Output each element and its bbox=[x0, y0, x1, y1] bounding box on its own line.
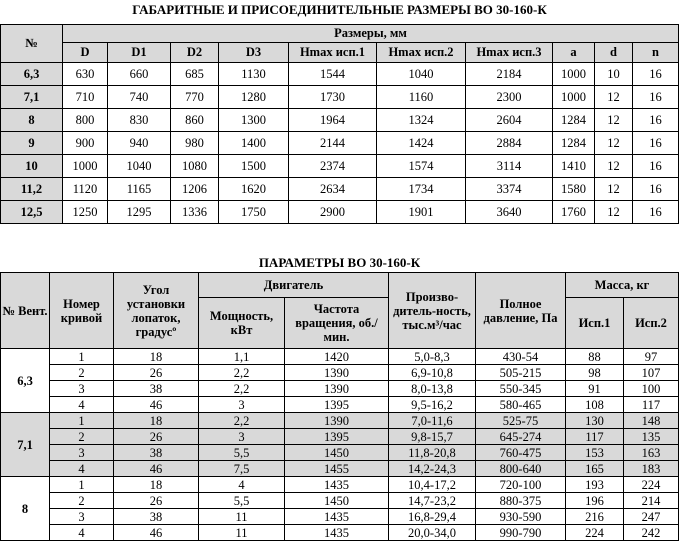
table-row bbox=[1, 178, 679, 201]
table-cell: 1120 bbox=[63, 178, 108, 201]
table-cell: 800-640 bbox=[476, 461, 566, 477]
table-cell: 1390 bbox=[285, 365, 389, 381]
table-cell: 2184 bbox=[466, 63, 553, 86]
table-cell: 1390 bbox=[285, 381, 389, 397]
table-cell: 163 bbox=[624, 445, 679, 461]
table-cell: 1,1 bbox=[199, 349, 285, 365]
engine-header: Двигатель bbox=[199, 273, 389, 298]
speed-header: Частота вращения, об./мин. bbox=[285, 298, 389, 349]
table-row bbox=[1, 477, 679, 493]
table-cell: 242 bbox=[624, 525, 679, 541]
table-cell: 4 bbox=[50, 461, 114, 477]
table-cell: 46 bbox=[114, 525, 199, 541]
table-row bbox=[1, 381, 679, 397]
table-cell: 20,0-34,0 bbox=[389, 525, 476, 541]
row-header: 9 bbox=[1, 132, 63, 155]
table-cell: 3 bbox=[50, 381, 114, 397]
column-header: n bbox=[633, 43, 679, 63]
table-cell: 980 bbox=[171, 132, 219, 155]
table-cell: 1080 bbox=[171, 155, 219, 178]
header-row bbox=[1, 43, 679, 63]
row-header: 11,2 bbox=[1, 178, 63, 201]
table-cell: 14,7-23,2 bbox=[389, 493, 476, 509]
header-row bbox=[1, 25, 679, 43]
table-row bbox=[1, 413, 679, 429]
isp1-header: Исп.1 bbox=[566, 298, 624, 349]
table-cell: 11 bbox=[199, 509, 285, 525]
table-cell: 12 bbox=[595, 86, 633, 109]
table-cell: 12 bbox=[595, 109, 633, 132]
table-cell: 4 bbox=[50, 397, 114, 413]
table-cell: 760-475 bbox=[476, 445, 566, 461]
vent-number: 7,1 bbox=[1, 413, 50, 477]
table-cell: 1250 bbox=[63, 201, 108, 224]
column-header: Hmax исп.1 bbox=[289, 43, 377, 63]
table-cell: 16 bbox=[633, 132, 679, 155]
table-cell: 108 bbox=[566, 397, 624, 413]
table-row bbox=[1, 132, 679, 155]
table-cell: 214 bbox=[624, 493, 679, 509]
table-cell: 2 bbox=[50, 365, 114, 381]
table-cell: 1000 bbox=[553, 86, 595, 109]
table-row bbox=[1, 349, 679, 365]
column-header: Hmax исп.3 bbox=[466, 43, 553, 63]
table-cell: 1130 bbox=[219, 63, 289, 86]
table-cell: 7,5 bbox=[199, 461, 285, 477]
table-cell: 38 bbox=[114, 445, 199, 461]
table-cell: 46 bbox=[114, 397, 199, 413]
table-cell: 117 bbox=[566, 429, 624, 445]
table-cell: 3 bbox=[50, 445, 114, 461]
table-cell: 1750 bbox=[219, 201, 289, 224]
table-cell: 216 bbox=[566, 509, 624, 525]
table-cell: 525-75 bbox=[476, 413, 566, 429]
table-cell: 1435 bbox=[285, 509, 389, 525]
table-cell: 1040 bbox=[108, 155, 171, 178]
table-cell: 26 bbox=[114, 365, 199, 381]
table-cell: 1280 bbox=[219, 86, 289, 109]
table-cell: 91 bbox=[566, 381, 624, 397]
row-header: 12,5 bbox=[1, 201, 63, 224]
table-cell: 38 bbox=[114, 509, 199, 525]
table-cell: 5,5 bbox=[199, 445, 285, 461]
parameters-table-title: ПАРАМЕТРЫ ВО 30-160-К bbox=[258, 255, 421, 270]
table-row bbox=[1, 201, 679, 224]
table-cell: 1000 bbox=[553, 63, 595, 86]
parameters-table bbox=[0, 272, 679, 541]
column-header: D bbox=[63, 43, 108, 63]
table-cell: 505-215 bbox=[476, 365, 566, 381]
table-cell: 1964 bbox=[289, 109, 377, 132]
table-cell: 940 bbox=[108, 132, 171, 155]
table-cell: 247 bbox=[624, 509, 679, 525]
vent-header: № Вент. bbox=[1, 273, 50, 349]
table-cell: 1 bbox=[50, 349, 114, 365]
table-cell: 1455 bbox=[285, 461, 389, 477]
table-cell: 2900 bbox=[289, 201, 377, 224]
table-cell: 1 bbox=[50, 413, 114, 429]
table-cell: 1435 bbox=[285, 477, 389, 493]
table-cell: 38 bbox=[114, 381, 199, 397]
table-cell: 1734 bbox=[377, 178, 466, 201]
table-cell: 1544 bbox=[289, 63, 377, 86]
table-cell: 1435 bbox=[285, 525, 389, 541]
table-cell: 720-100 bbox=[476, 477, 566, 493]
table-cell: 1040 bbox=[377, 63, 466, 86]
table-cell: 1284 bbox=[553, 132, 595, 155]
table-cell: 196 bbox=[566, 493, 624, 509]
table-row bbox=[1, 63, 679, 86]
table-cell: 16 bbox=[633, 201, 679, 224]
table-cell: 990-790 bbox=[476, 525, 566, 541]
column-header: D1 bbox=[108, 43, 171, 63]
table-cell: 4 bbox=[50, 525, 114, 541]
table-cell: 900 bbox=[63, 132, 108, 155]
table-cell: 12 bbox=[595, 201, 633, 224]
table-cell: 3 bbox=[199, 429, 285, 445]
table-cell: 107 bbox=[624, 365, 679, 381]
table-cell: 165 bbox=[566, 461, 624, 477]
table-cell: 12 bbox=[595, 178, 633, 201]
table-cell: 26 bbox=[114, 429, 199, 445]
table-cell: 18 bbox=[114, 349, 199, 365]
column-header: a bbox=[553, 43, 595, 63]
pressure-header: Полное давление, Па bbox=[476, 273, 566, 349]
column-header: d bbox=[595, 43, 633, 63]
table-cell: 4 bbox=[199, 477, 285, 493]
table-cell: 2634 bbox=[289, 178, 377, 201]
table-cell: 16,8-29,4 bbox=[389, 509, 476, 525]
table-cell: 148 bbox=[624, 413, 679, 429]
table-cell: 1390 bbox=[285, 413, 389, 429]
table-cell: 16 bbox=[633, 155, 679, 178]
table-cell: 224 bbox=[624, 477, 679, 493]
table-cell: 1000 bbox=[63, 155, 108, 178]
table-cell: 11,8-20,8 bbox=[389, 445, 476, 461]
table-cell: 2,2 bbox=[199, 413, 285, 429]
table-cell: 5,0-8,3 bbox=[389, 349, 476, 365]
table-cell: 1395 bbox=[285, 397, 389, 413]
table-row bbox=[1, 461, 679, 477]
table-cell: 1400 bbox=[219, 132, 289, 155]
table-row bbox=[1, 525, 679, 541]
vent-number: 6,3 bbox=[1, 349, 50, 413]
table-cell: 930-590 bbox=[476, 509, 566, 525]
table-cell: 18 bbox=[114, 477, 199, 493]
table-cell: 117 bbox=[624, 397, 679, 413]
table-cell: 860 bbox=[171, 109, 219, 132]
table-cell: 1206 bbox=[171, 178, 219, 201]
table-cell: 153 bbox=[566, 445, 624, 461]
table-cell: 1760 bbox=[553, 201, 595, 224]
table-cell: 1 bbox=[50, 477, 114, 493]
vent-number: 8 bbox=[1, 477, 50, 541]
angle-header: Угол установки лопаток, градусº bbox=[114, 273, 199, 349]
table-cell: 1450 bbox=[285, 493, 389, 509]
table-row bbox=[1, 155, 679, 178]
table-cell: 46 bbox=[114, 461, 199, 477]
table-cell: 88 bbox=[566, 349, 624, 365]
isp2-header: Исп.2 bbox=[624, 298, 679, 349]
table-row bbox=[1, 397, 679, 413]
mass-header: Масса, кг bbox=[566, 273, 679, 298]
row-header: 7,1 bbox=[1, 86, 63, 109]
table-cell: 11 bbox=[199, 525, 285, 541]
table-cell: 16 bbox=[633, 63, 679, 86]
table-cell: 10 bbox=[595, 63, 633, 86]
column-header: D2 bbox=[171, 43, 219, 63]
table-cell: 183 bbox=[624, 461, 679, 477]
table-cell: 1160 bbox=[377, 86, 466, 109]
table-cell: 12 bbox=[595, 155, 633, 178]
table-cell: 9,8-15,7 bbox=[389, 429, 476, 445]
table-cell: 97 bbox=[624, 349, 679, 365]
table-cell: 1500 bbox=[219, 155, 289, 178]
table-cell: 2,2 bbox=[199, 381, 285, 397]
table-cell: 26 bbox=[114, 493, 199, 509]
table-cell: 135 bbox=[624, 429, 679, 445]
table-cell: 3 bbox=[199, 397, 285, 413]
table-row bbox=[1, 365, 679, 381]
table-cell: 1730 bbox=[289, 86, 377, 109]
group-header: Размеры, мм bbox=[63, 25, 679, 43]
table-cell: 3114 bbox=[466, 155, 553, 178]
dimensions-table-title: ГАБАРИТНЫЕ И ПРИСОЕДИНИТЕЛЬНЫЕ РАЗМЕРЫ ВО 30-160-К bbox=[132, 2, 547, 17]
table-cell: 1324 bbox=[377, 109, 466, 132]
table-row bbox=[1, 86, 679, 109]
table-cell: 7,0-11,6 bbox=[389, 413, 476, 429]
table-cell: 800 bbox=[63, 109, 108, 132]
table-cell: 14,2-24,3 bbox=[389, 461, 476, 477]
table-cell: 8,0-13,8 bbox=[389, 381, 476, 397]
table-cell: 1574 bbox=[377, 155, 466, 178]
table-cell: 2374 bbox=[289, 155, 377, 178]
table-row bbox=[1, 445, 679, 461]
table-cell: 1295 bbox=[108, 201, 171, 224]
table-cell: 1410 bbox=[553, 155, 595, 178]
table-cell: 2,2 bbox=[199, 365, 285, 381]
column-header: D3 bbox=[219, 43, 289, 63]
table-cell: 1395 bbox=[285, 429, 389, 445]
table-cell: 9,5-16,2 bbox=[389, 397, 476, 413]
table-cell: 16 bbox=[633, 109, 679, 132]
table-row bbox=[1, 429, 679, 445]
table-cell: 98 bbox=[566, 365, 624, 381]
table-cell: 645-274 bbox=[476, 429, 566, 445]
table-row bbox=[1, 109, 679, 132]
table-cell: 550-345 bbox=[476, 381, 566, 397]
table-cell: 830 bbox=[108, 109, 171, 132]
table-cell: 193 bbox=[566, 477, 624, 493]
table-cell: 100 bbox=[624, 381, 679, 397]
table-cell: 2144 bbox=[289, 132, 377, 155]
row-header: 8 bbox=[1, 109, 63, 132]
table-cell: 1300 bbox=[219, 109, 289, 132]
table-cell: 1580 bbox=[553, 178, 595, 201]
table-cell: 770 bbox=[171, 86, 219, 109]
table-cell: 1424 bbox=[377, 132, 466, 155]
table-cell: 580-465 bbox=[476, 397, 566, 413]
table-cell: 1420 bbox=[285, 349, 389, 365]
table-cell: 660 bbox=[108, 63, 171, 86]
table-cell: 1336 bbox=[171, 201, 219, 224]
table-cell: 130 bbox=[566, 413, 624, 429]
dimensions-table bbox=[0, 24, 679, 224]
table-row bbox=[1, 493, 679, 509]
capacity-header: Произво-дитель-ность, тыс.м³/час bbox=[389, 273, 476, 349]
table-cell: 3374 bbox=[466, 178, 553, 201]
table-cell: 16 bbox=[633, 86, 679, 109]
table-cell: 2 bbox=[50, 493, 114, 509]
header-row bbox=[1, 273, 679, 298]
table-cell: 2884 bbox=[466, 132, 553, 155]
table-cell: 880-375 bbox=[476, 493, 566, 509]
table-cell: 630 bbox=[63, 63, 108, 86]
table-cell: 430-54 bbox=[476, 349, 566, 365]
table-cell: 16 bbox=[633, 178, 679, 201]
row-header: 6,3 bbox=[1, 63, 63, 86]
table-cell: 6,9-10,8 bbox=[389, 365, 476, 381]
table-cell: 2 bbox=[50, 429, 114, 445]
table-cell: 3640 bbox=[466, 201, 553, 224]
table-cell: 1901 bbox=[377, 201, 466, 224]
table-cell: 710 bbox=[63, 86, 108, 109]
power-header: Мощность, кВт bbox=[199, 298, 285, 349]
table-cell: 12 bbox=[595, 132, 633, 155]
table-cell: 10,4-17,2 bbox=[389, 477, 476, 493]
table-cell: 685 bbox=[171, 63, 219, 86]
corner-header: № bbox=[1, 25, 63, 63]
table-cell: 224 bbox=[566, 525, 624, 541]
table-cell: 1450 bbox=[285, 445, 389, 461]
table-cell: 5,5 bbox=[199, 493, 285, 509]
curve-header: Номер кривой bbox=[50, 273, 114, 349]
table-cell: 1284 bbox=[553, 109, 595, 132]
table-row bbox=[1, 509, 679, 525]
table-cell: 740 bbox=[108, 86, 171, 109]
table-cell: 1620 bbox=[219, 178, 289, 201]
column-header: Hmax исп.2 bbox=[377, 43, 466, 63]
table-cell: 3 bbox=[50, 509, 114, 525]
table-cell: 18 bbox=[114, 413, 199, 429]
row-header: 10 bbox=[1, 155, 63, 178]
table-cell: 1165 bbox=[108, 178, 171, 201]
table-cell: 2300 bbox=[466, 86, 553, 109]
table-cell: 2604 bbox=[466, 109, 553, 132]
